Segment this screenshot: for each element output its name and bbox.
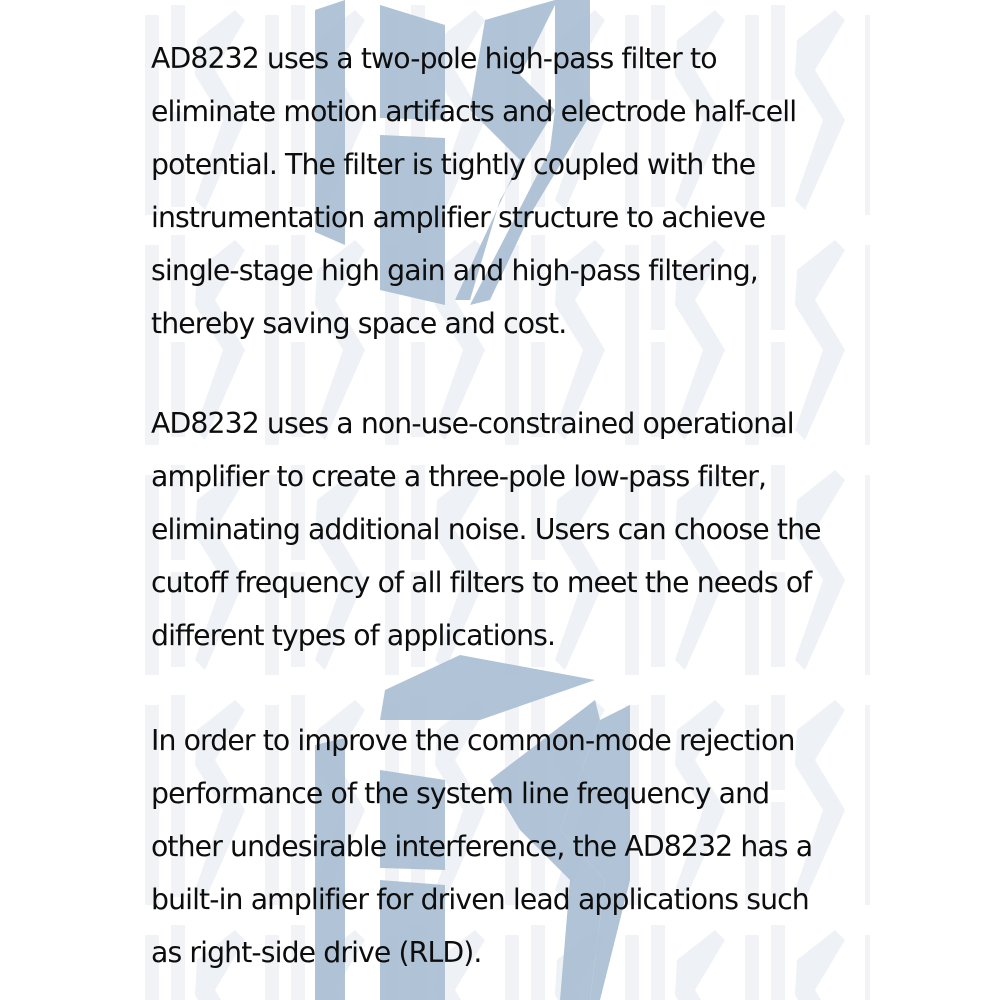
text-line: cutoff frequency of all filters to meet the needs of (151, 566, 812, 599)
text-line: different types of applications. (151, 619, 556, 652)
text-line: AD8232 uses a two-pole high-pass filter to (151, 42, 717, 75)
paragraph-high-pass-filter (151, 32, 871, 350)
text-line: potential. The filter is tightly coupled with the (151, 148, 756, 181)
text-line: eliminating additional noise. Users can choose the (151, 513, 821, 546)
text-line: amplifier to create a three-pole low-pass filter, (151, 460, 767, 493)
text-line: built-in amplifier for driven lead applications such (151, 883, 809, 916)
text-line: eliminate motion artifacts and electrode half-cell (151, 95, 797, 128)
text-line: as right-side drive (RLD). (151, 936, 482, 969)
text-line: In order to improve the common-mode rejection (151, 724, 795, 757)
paragraph-low-pass-filter (151, 397, 871, 662)
text-line: other undesirable interference, the AD8232 has a (151, 830, 813, 863)
text-line: AD8232 uses a non-use-constrained operational (151, 407, 794, 440)
text-line: instrumentation amplifier structure to achieve (151, 201, 766, 234)
text-line: performance of the system line frequency and (151, 777, 770, 810)
text-line: single-stage high gain and high-pass filtering, (151, 254, 758, 287)
paragraph-right-leg-drive (151, 714, 871, 979)
text-line: thereby saving space and cost. (151, 307, 567, 340)
